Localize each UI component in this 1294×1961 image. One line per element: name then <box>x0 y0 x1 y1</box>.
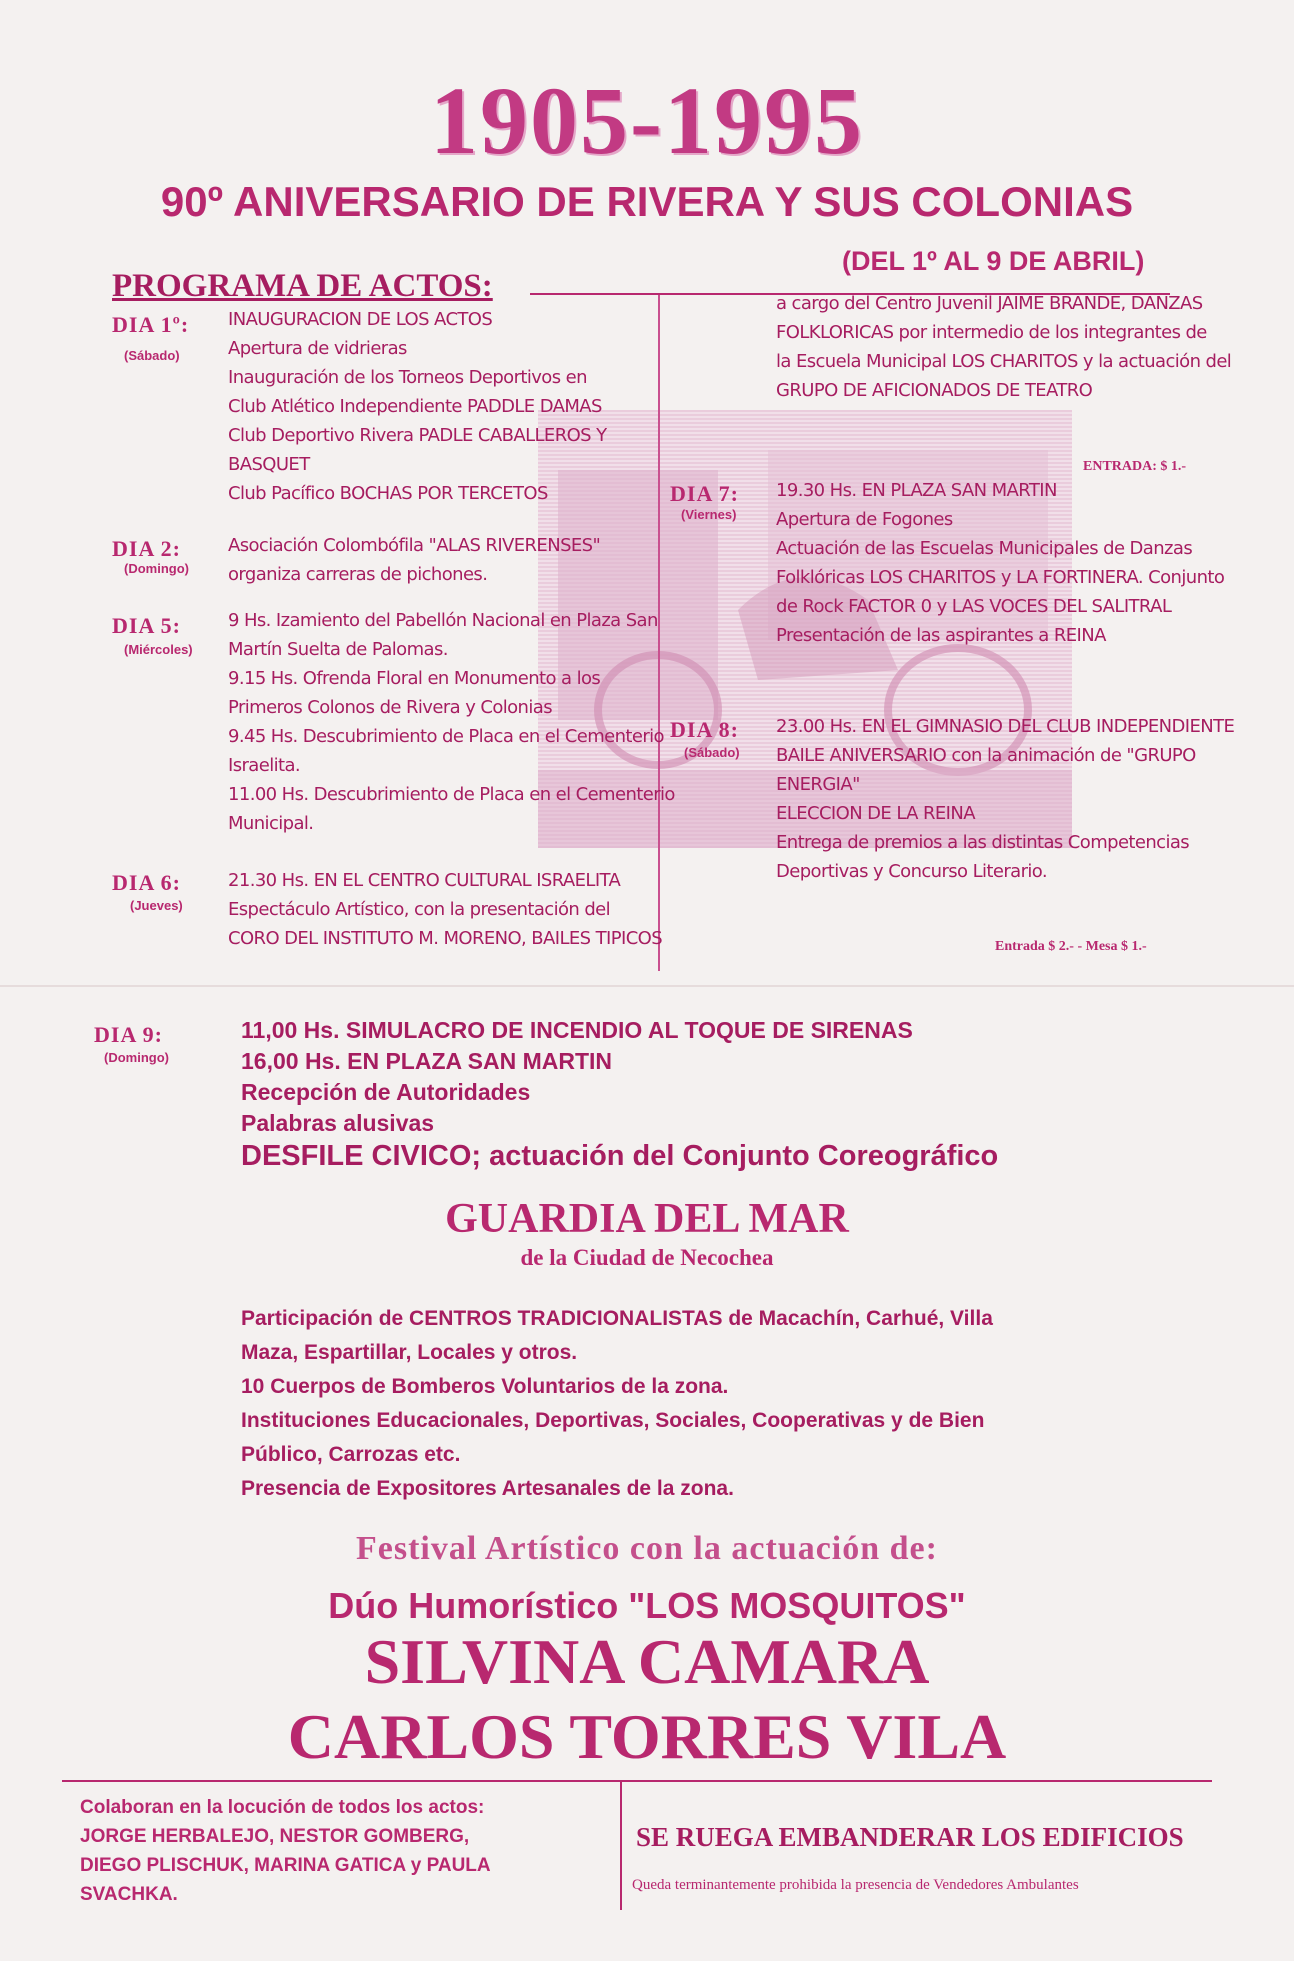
participation-line: Participación de CENTROS TRADICIONALISTAS de Macachín, Carhué, Villa <box>241 1307 993 1330</box>
day9-line: 11,00 Hs. SIMULACRO DE INCENDIO AL TOQUE DE SIRENAS <box>241 1017 913 1043</box>
day2-weekday: (Domingo) <box>124 561 189 576</box>
day1-line: Inauguración de los Torneos Deportivos en <box>228 367 587 388</box>
day8-weekday: (Sábado) <box>684 745 740 760</box>
duo-humoristico: Dúo Humorístico "LOS MOSQUITOS" <box>328 1585 966 1626</box>
participation-line: Público, Carrozas etc. <box>241 1443 461 1466</box>
day5-line: Municipal. <box>228 813 314 834</box>
day1-line: Apertura de vidrieras <box>228 338 407 359</box>
day5-line: Martín Suelta de Palomas. <box>228 639 448 660</box>
day9-label: DIA 9: <box>94 1022 163 1047</box>
day5-line: 9.45 Hs. Descubrimiento de Placa en el Cementerio <box>228 726 664 747</box>
day1-line: BASQUET <box>228 454 310 475</box>
colab-line: Colaboran en la locución de todos los actos: <box>80 1797 485 1818</box>
theatre-line: a cargo del Centro Juvenil JAIME BRANDE, DANZAS <box>776 293 1203 314</box>
footer-rule <box>62 1780 1212 1782</box>
day5-entries <box>228 606 675 838</box>
day8-line: 23.00 Hs. EN EL GIMNASIO DEL CLUB INDEPENDIENTE <box>776 716 1235 737</box>
day6-weekday: (Jueves) <box>130 898 183 913</box>
guardia-del-mar: GUARDIA DEL MAR <box>445 1196 849 1242</box>
day8-line: ELECCION DE LA REINA <box>776 803 975 824</box>
program-title: PROGRAMA DE ACTOS: <box>112 268 493 304</box>
day5-line: 9.15 Hs. Ofrenda Floral en Monumento a los <box>228 668 601 689</box>
day7-line: Actuación de las Escuelas Municipales de Danzas <box>776 538 1193 559</box>
day8-entries <box>776 712 1234 886</box>
colaboradores <box>80 1793 491 1909</box>
day7-entries <box>776 476 1224 650</box>
participation-line: Presencia de Expositores Artesanales de la zona. <box>241 1477 734 1500</box>
day5-line: 9 Hs. Izamiento del Pabellón Nacional en Plaza San <box>228 610 658 631</box>
participation-line: 10 Cuerpos de Bomberos Voluntarios de la zona. <box>241 1375 729 1398</box>
theatre-entries <box>776 289 1231 405</box>
artist-carlos-torres-vila: CARLOS TORRES VILA <box>287 1701 1007 1772</box>
artist-silvina-camara: SILVINA CAMARA <box>364 1626 930 1697</box>
participation-line: Maza, Espartillar, Locales y otros. <box>241 1341 578 1364</box>
day1-line: INAUGURACION DE LOS ACTOS <box>228 309 493 330</box>
day5-label: DIA 5: <box>112 613 181 638</box>
day5-weekday: (Miércoles) <box>124 642 193 657</box>
day7-line: de Rock FACTOR 0 y LAS VOCES DEL SALITRAL <box>776 596 1172 617</box>
day1-entries <box>228 305 607 508</box>
day6-label: DIA 6: <box>112 870 181 895</box>
day9-weekday: (Domingo) <box>104 1050 169 1065</box>
participation-list <box>241 1302 993 1506</box>
day8-label: DIA 8: <box>670 717 739 742</box>
entrada-mesa-price: Entrada $ 2.- - Mesa $ 1.- <box>995 939 1147 954</box>
day7-weekday: (Viernes) <box>681 507 737 522</box>
desfile-civico: DESFILE CIVICO; actuación del Conjunto Coreográfico <box>241 1140 999 1172</box>
day6-line: Espectáculo Artístico, con la presentación del <box>228 899 611 920</box>
years-title: 1905-1995 <box>430 67 864 174</box>
day7-line: Folklóricas LOS CHARITOS y LA FORTINERA. Conjunto <box>776 567 1225 588</box>
fold-line <box>0 985 1294 987</box>
day8-line: BAILE ANIVERSARIO con la animación de "GRUPO <box>776 745 1196 766</box>
day5-line: Primeros Colonos de Rivera y Colonias <box>228 697 552 718</box>
day2-entries <box>228 531 600 589</box>
day1-line: Club Pacífico BOCHAS POR TERCETOS <box>228 483 548 504</box>
colab-line: DIEGO PLISCHUK, MARINA GATICA y PAULA <box>80 1855 491 1876</box>
day1-line: Club Atlético Independiente PADDLE DAMAS <box>228 396 602 417</box>
day6-entries <box>228 866 662 953</box>
day7-line: 19.30 Hs. EN PLAZA SAN MARTIN <box>776 480 1057 501</box>
necochea-subtitle: de la Ciudad de Necochea <box>520 1245 774 1270</box>
day5-line: Israelita. <box>228 755 301 776</box>
day7-line: Apertura de Fogones <box>776 509 953 530</box>
day1-line: Club Deportivo Rivera PADLE CABALLEROS Y <box>228 425 607 446</box>
vendedores-notice: Queda terminantemente prohibida la presencia de Vendedores Ambulantes <box>632 1877 1079 1893</box>
day5-line: 11.00 Hs. Descubrimiento de Placa en el Cementerio <box>228 784 675 805</box>
day7-line: Presentación de las aspirantes a REINA <box>776 625 1106 646</box>
colab-line: SVACHKA. <box>80 1884 178 1905</box>
day9-line: Recepción de Autoridades <box>241 1079 531 1105</box>
day2-line: organiza carreras de pichones. <box>228 564 488 585</box>
day2-label: DIA 2: <box>112 536 181 561</box>
footer-divider <box>620 1782 622 1910</box>
embanderar-notice: SE RUEGA EMBANDERAR LOS EDIFICIOS <box>636 1822 1184 1852</box>
theatre-line: la Escuela Municipal LOS CHARITOS y la actuación del <box>776 351 1232 372</box>
anniversary-title: 90º ANIVERSARIO DE RIVERA Y SUS COLONIAS <box>160 178 1134 225</box>
day9-line: Palabras alusivas <box>241 1110 435 1136</box>
day6-line: CORO DEL INSTITUTO M. MORENO, BAILES TIPICOS <box>228 928 663 949</box>
day9-line: 16,00 Hs. EN PLAZA SAN MARTIN <box>241 1048 613 1074</box>
day6-line: 21.30 Hs. EN EL CENTRO CULTURAL ISRAELITA <box>228 870 621 891</box>
day1-weekday: (Sábado) <box>124 348 180 363</box>
day2-line: Asociación Colombófila "ALAS RIVERENSES" <box>228 535 601 556</box>
day8-line: ENERGIA" <box>776 774 860 795</box>
festival-title: Festival Artístico con la actuación de: <box>356 1530 938 1567</box>
theatre-line: GRUPO DE AFICIONADOS DE TEATRO <box>776 380 1093 401</box>
day9-entries <box>241 1015 913 1139</box>
date-range: (DEL 1º AL 9 DE ABRIL) <box>842 246 1145 276</box>
colab-line: JORGE HERBALEJO, NESTOR GOMBERG, <box>80 1826 470 1847</box>
day1-label: DIA 1º: <box>112 312 190 337</box>
entrada-price: ENTRADA: $ 1.- <box>1083 459 1187 474</box>
day8-line: Deportivas y Concurso Literario. <box>776 861 1048 882</box>
participation-line: Instituciones Educacionales, Deportivas, Sociales, Cooperativas y de Bien <box>241 1409 985 1432</box>
day7-label: DIA 7: <box>670 481 739 506</box>
day8-line: Entrega de premios a las distintas Competencias <box>776 832 1190 853</box>
theatre-line: FOLKLORICAS por intermedio de los integrantes de <box>776 322 1207 343</box>
